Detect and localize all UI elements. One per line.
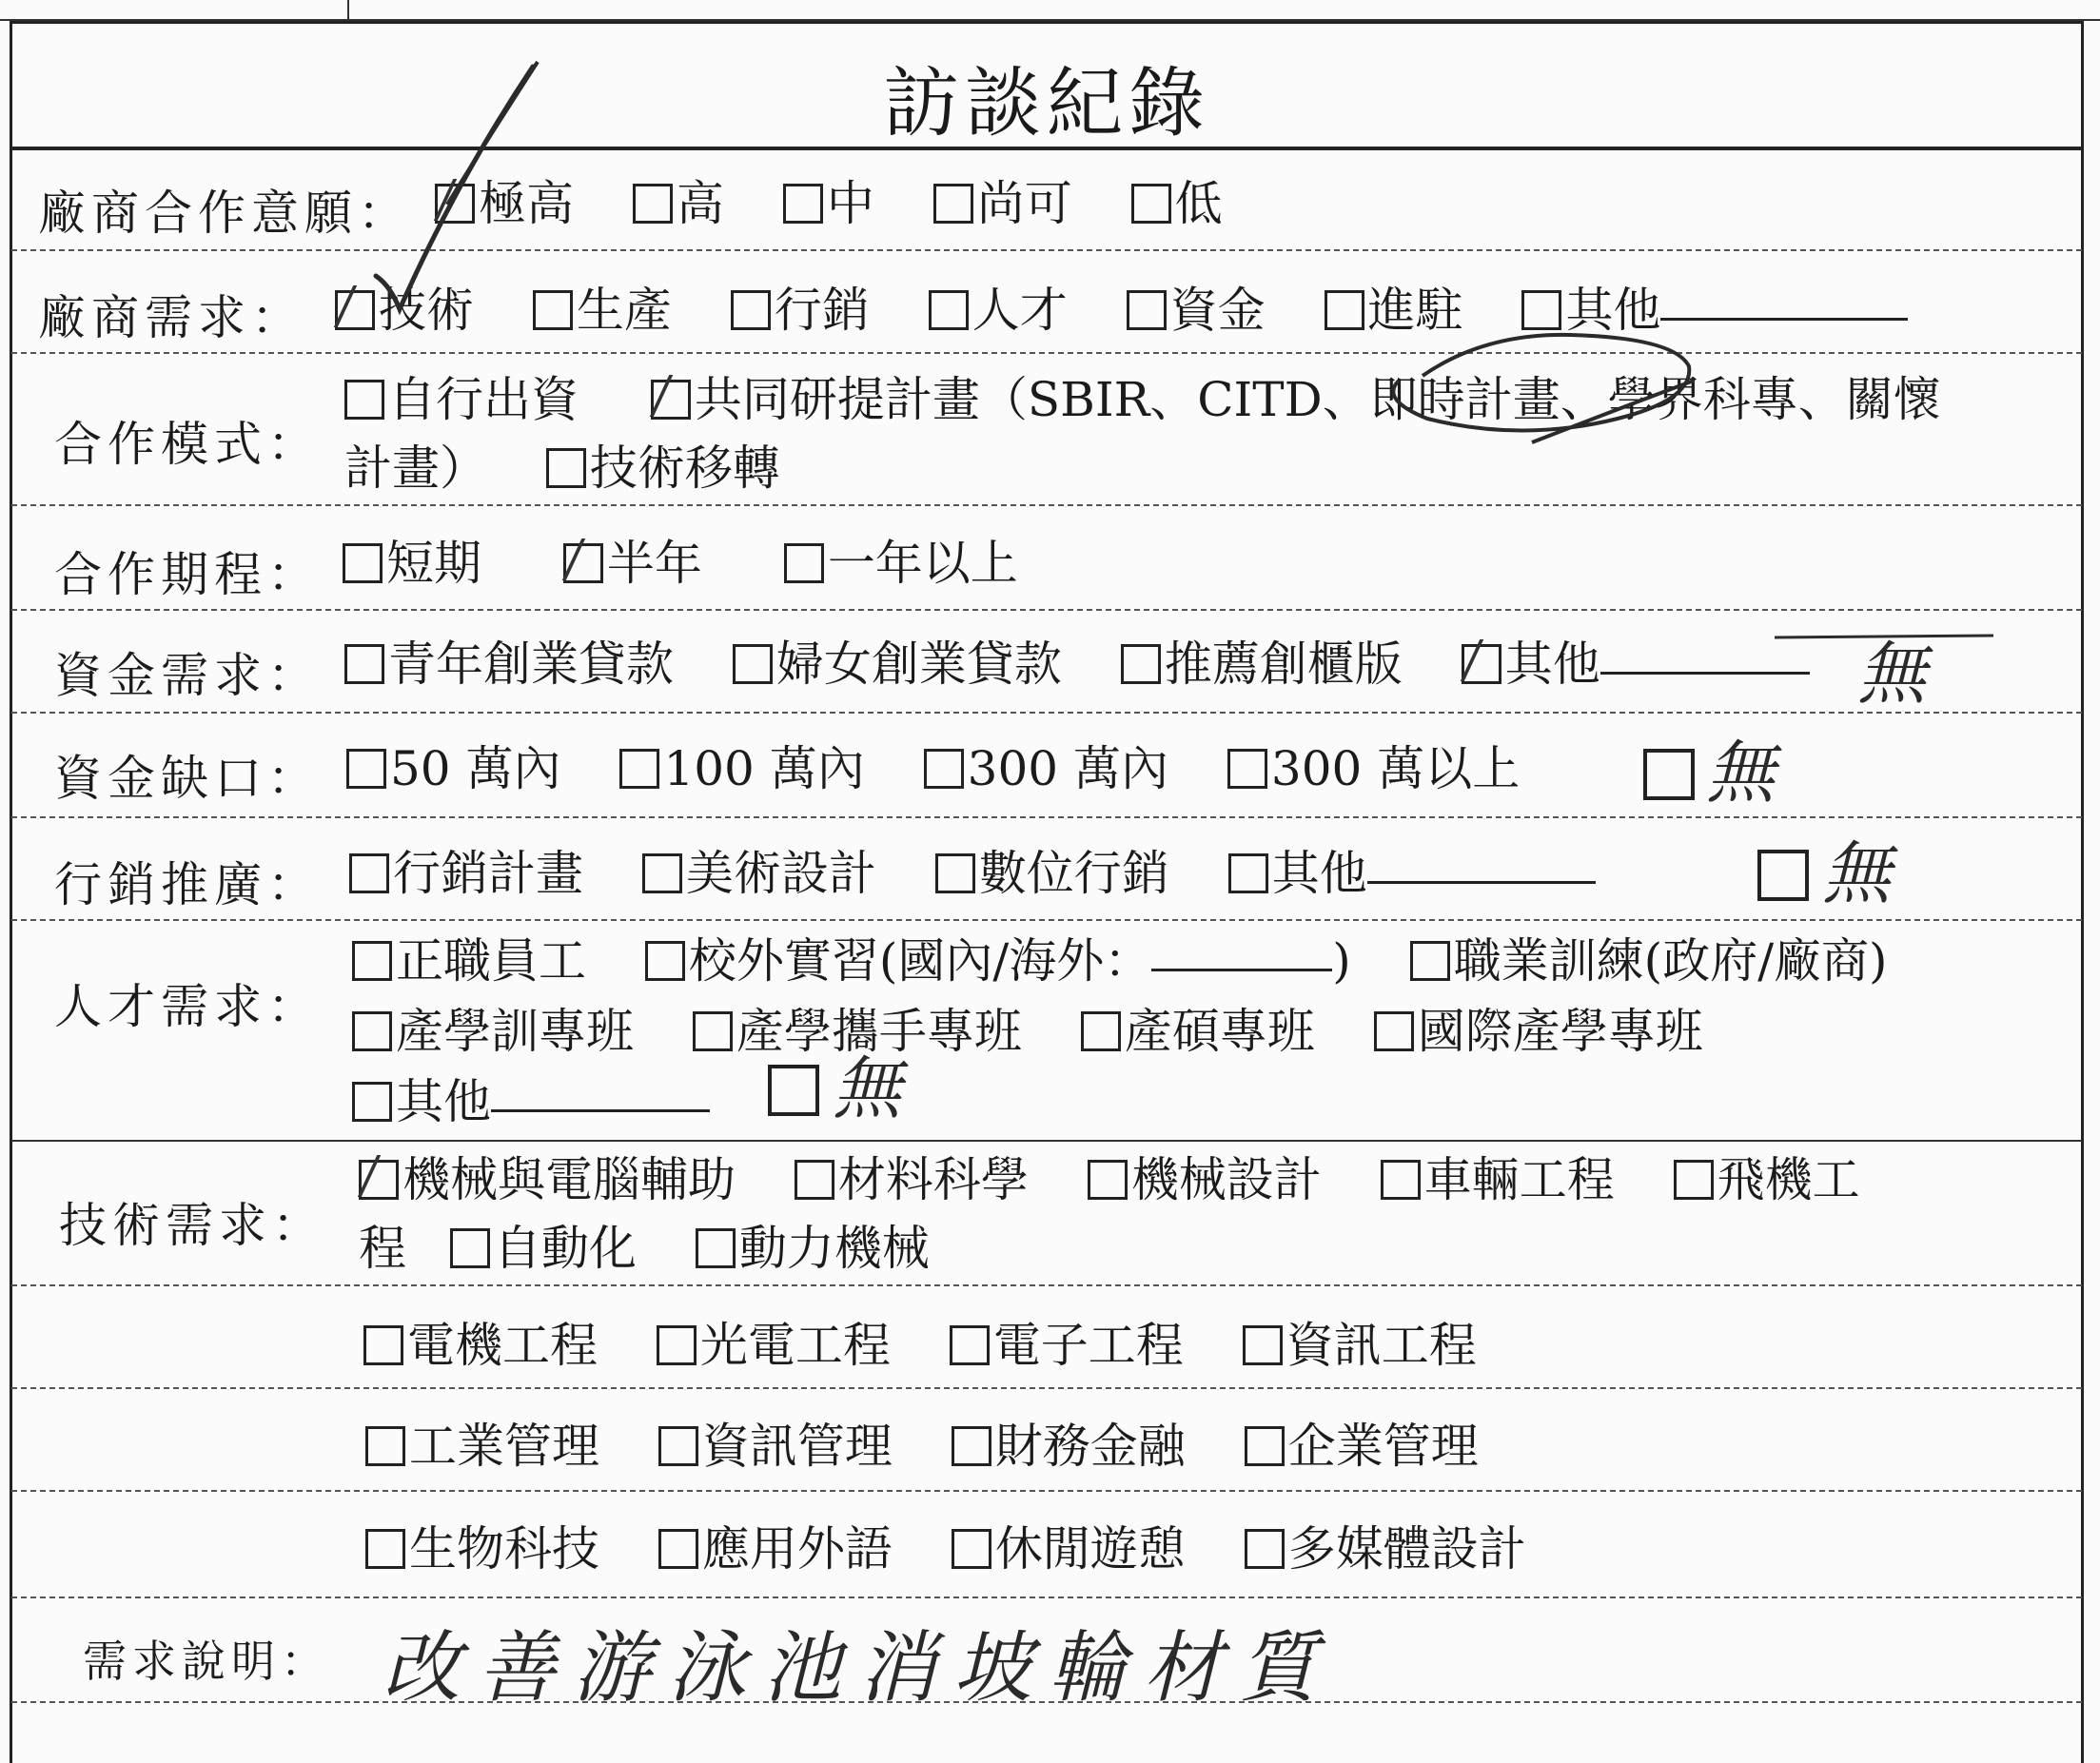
option-label: 自行出資 bbox=[388, 372, 579, 427]
blank-line[interactable] bbox=[1367, 881, 1596, 884]
option-label: 尚可 bbox=[976, 176, 1072, 231]
option-information[interactable] bbox=[1243, 1307, 1477, 1376]
option-label: 美術設計 bbox=[685, 846, 876, 901]
option-automation[interactable] bbox=[450, 1210, 637, 1279]
option-label: 人才 bbox=[971, 283, 1068, 338]
checkbox[interactable] bbox=[546, 448, 586, 488]
option-leisure[interactable] bbox=[952, 1511, 1186, 1579]
option-self-funded[interactable] bbox=[344, 362, 579, 430]
option-production[interactable] bbox=[533, 272, 672, 341]
checkbox[interactable] bbox=[1243, 1325, 1283, 1365]
row-tech bbox=[11, 1142, 2082, 1286]
checkbox[interactable] bbox=[1228, 853, 1268, 893]
checkbox[interactable] bbox=[1521, 290, 1561, 330]
checkbox[interactable] bbox=[952, 1426, 991, 1466]
handwritten-text: 無 bbox=[1822, 833, 1892, 913]
checkbox[interactable] bbox=[731, 290, 771, 330]
option-funding[interactable] bbox=[1127, 272, 1266, 341]
option-label: 電機工程 bbox=[407, 1318, 598, 1373]
checkbox[interactable] bbox=[365, 1529, 405, 1569]
checkbox-checked[interactable] bbox=[435, 184, 475, 224]
option-biotech[interactable] bbox=[365, 1511, 599, 1579]
option-label: 資訊管理 bbox=[701, 1419, 893, 1474]
label-needs: 廠商需求： bbox=[38, 290, 304, 345]
checkbox[interactable] bbox=[633, 184, 673, 224]
checkbox-checked[interactable] bbox=[1462, 644, 1501, 684]
option-other[interactable] bbox=[1228, 835, 1596, 904]
handwritten-box bbox=[768, 1065, 819, 1116]
option-plan-end bbox=[344, 430, 487, 499]
option-label: 企業管理 bbox=[1287, 1419, 1479, 1474]
option-vocational-training[interactable] bbox=[1410, 923, 1888, 991]
checkbox[interactable] bbox=[733, 644, 773, 684]
checkbox[interactable] bbox=[344, 380, 384, 420]
option-label: 程 bbox=[359, 1221, 406, 1276]
option-internship[interactable] bbox=[645, 923, 1351, 991]
checkbox[interactable] bbox=[1131, 184, 1171, 224]
option-aircraft-cont bbox=[359, 1210, 406, 1279]
option-label: 婦女創業貸款 bbox=[775, 637, 1062, 692]
option-medium[interactable] bbox=[783, 166, 874, 234]
option-industry-training-class[interactable] bbox=[352, 993, 634, 1062]
option-fair[interactable] bbox=[933, 166, 1072, 234]
option-label: 中 bbox=[826, 176, 874, 231]
checkbox[interactable] bbox=[343, 543, 383, 583]
checkbox[interactable] bbox=[365, 1426, 405, 1466]
checkbox[interactable] bbox=[344, 644, 384, 684]
option-info-mgmt[interactable] bbox=[658, 1408, 893, 1477]
checkbox[interactable] bbox=[658, 1426, 698, 1466]
options-tech-3 bbox=[365, 1408, 2072, 1477]
row-talent bbox=[11, 921, 2082, 1142]
checkbox[interactable] bbox=[1674, 1160, 1714, 1200]
row-description bbox=[11, 1598, 2082, 1714]
option-label: 推薦創櫃版 bbox=[1164, 637, 1403, 692]
option-label: ) bbox=[1332, 933, 1351, 989]
handwritten-text: 無 bbox=[833, 1048, 902, 1128]
checkbox[interactable] bbox=[450, 1228, 490, 1268]
option-high[interactable] bbox=[633, 166, 724, 234]
label-tech: 技術需求： bbox=[59, 1198, 325, 1253]
blank-line[interactable] bbox=[1660, 318, 1908, 321]
option-full-time[interactable] bbox=[352, 923, 586, 991]
option-mechanical-computer[interactable] bbox=[359, 1142, 736, 1210]
option-label: 行銷計畫 bbox=[393, 846, 583, 901]
option-applied-languages[interactable] bbox=[658, 1511, 893, 1579]
option-label: 資金 bbox=[1169, 283, 1266, 338]
option-label: 職業訓練(政府/廠商) bbox=[1453, 933, 1888, 989]
label-period: 合作期程： bbox=[54, 547, 321, 602]
option-under-50[interactable] bbox=[346, 731, 561, 799]
checkbox-checked[interactable] bbox=[651, 380, 691, 420]
handwritten-none bbox=[1643, 717, 1775, 816]
option-aircraft[interactable] bbox=[1674, 1142, 1860, 1210]
option-women-loan[interactable] bbox=[733, 626, 1062, 695]
option-label: 休閒遊憩 bbox=[994, 1521, 1186, 1577]
option-label: 其他 bbox=[1271, 846, 1367, 901]
option-label: 生產 bbox=[576, 283, 672, 338]
option-label: 產碩專班 bbox=[1124, 1004, 1315, 1059]
option-label: 國際產學專班 bbox=[1417, 1004, 1703, 1059]
option-label: 材料科學 bbox=[837, 1152, 1029, 1207]
label-talent: 人才需求： bbox=[54, 979, 321, 1034]
options-fund-gap bbox=[346, 731, 2072, 799]
checkbox[interactable] bbox=[1325, 290, 1364, 330]
option-label: 極高 bbox=[479, 176, 574, 231]
checkbox[interactable] bbox=[784, 543, 824, 583]
option-art-design[interactable] bbox=[642, 835, 876, 904]
option-label: 多媒體設計 bbox=[1287, 1521, 1526, 1577]
scan-tick bbox=[347, 0, 349, 19]
checkbox[interactable] bbox=[1410, 941, 1450, 981]
option-label: 300 萬以上 bbox=[1270, 741, 1521, 796]
option-label: 其他 bbox=[1504, 637, 1600, 692]
checkbox[interactable] bbox=[935, 853, 975, 893]
option-international[interactable] bbox=[1374, 993, 1703, 1062]
checkbox[interactable] bbox=[1127, 290, 1167, 330]
checkbox[interactable] bbox=[950, 1325, 990, 1365]
option-label: 正職員工 bbox=[396, 933, 586, 989]
option-mechanical-design[interactable] bbox=[1088, 1142, 1322, 1210]
checkbox[interactable] bbox=[1121, 644, 1161, 684]
option-settle[interactable] bbox=[1325, 272, 1463, 341]
label-marketing: 行銷推廣： bbox=[54, 857, 321, 912]
option-digital-marketing[interactable] bbox=[935, 835, 1169, 904]
label-fund-need: 資金需求： bbox=[54, 648, 321, 703]
option-youth-loan[interactable] bbox=[344, 626, 674, 695]
handwritten-none bbox=[768, 1033, 901, 1132]
checkbox[interactable] bbox=[696, 1228, 736, 1268]
checkbox[interactable] bbox=[619, 749, 659, 789]
checkbox[interactable] bbox=[1227, 749, 1267, 789]
option-tech[interactable] bbox=[335, 272, 474, 341]
option-label: 進駐 bbox=[1367, 283, 1463, 338]
checkbox[interactable] bbox=[352, 941, 392, 981]
row-needs bbox=[11, 251, 2082, 354]
row-fund-need bbox=[11, 611, 2082, 714]
checkbox-checked[interactable] bbox=[563, 543, 603, 583]
handwritten-none bbox=[1757, 818, 1891, 917]
checkbox[interactable] bbox=[349, 853, 389, 893]
label-description: 需求說明： bbox=[83, 1636, 330, 1687]
checkbox[interactable] bbox=[1088, 1160, 1128, 1200]
option-label: 計畫） bbox=[344, 441, 487, 496]
option-over-300[interactable] bbox=[1227, 731, 1520, 799]
option-label: 共同研提計畫（SBIR、CITD、即時計畫、學界科專、關懷 bbox=[694, 372, 1941, 427]
option-label: 300 萬內 bbox=[967, 741, 1168, 796]
option-label: 產學攜手專班 bbox=[736, 1004, 1022, 1059]
option-label: 技術移轉 bbox=[589, 441, 780, 496]
checkbox[interactable] bbox=[1381, 1160, 1421, 1200]
option-label: 車輛工程 bbox=[1423, 1152, 1615, 1207]
checkbox[interactable] bbox=[645, 941, 685, 981]
option-power-machinery[interactable] bbox=[696, 1210, 930, 1279]
row-tech-3 bbox=[11, 1389, 2082, 1492]
option-label: 青年創業貸款 bbox=[388, 637, 674, 692]
option-industrial-mgmt[interactable] bbox=[365, 1408, 599, 1477]
option-multimedia[interactable] bbox=[1245, 1511, 1526, 1579]
handwritten-text: 無 bbox=[1706, 733, 1776, 813]
row-cooperation bbox=[11, 147, 2082, 251]
option-label: 其他 bbox=[1565, 283, 1661, 338]
option-marketing-plan[interactable] bbox=[349, 835, 583, 904]
option-business-mgmt[interactable] bbox=[1245, 1408, 1479, 1477]
option-label: 應用外語 bbox=[701, 1521, 893, 1577]
checkbox[interactable] bbox=[363, 1325, 403, 1365]
option-label: 半年 bbox=[606, 536, 702, 591]
option-vehicle[interactable] bbox=[1381, 1142, 1615, 1210]
checkbox[interactable] bbox=[352, 1082, 392, 1122]
option-label: 數位行銷 bbox=[978, 846, 1169, 901]
checkbox[interactable] bbox=[1245, 1426, 1285, 1466]
checkbox[interactable] bbox=[642, 853, 682, 893]
checkbox-checked[interactable] bbox=[335, 290, 375, 330]
checkbox-checked[interactable] bbox=[359, 1160, 399, 1200]
handwritten-none: 無 bbox=[1857, 634, 1927, 714]
option-label: 產學訓專班 bbox=[396, 1004, 634, 1059]
options-fund-need bbox=[344, 626, 2072, 695]
label-fund-gap: 資金缺口： bbox=[54, 751, 321, 806]
option-tech-transfer[interactable] bbox=[546, 430, 780, 499]
checkbox[interactable] bbox=[693, 1011, 733, 1051]
option-label: 光電工程 bbox=[699, 1318, 891, 1373]
option-label: 技術 bbox=[379, 283, 474, 338]
option-label: 短期 bbox=[386, 536, 481, 591]
option-over-year[interactable] bbox=[784, 525, 1018, 594]
option-optoelectronics[interactable] bbox=[657, 1307, 891, 1376]
checkbox[interactable] bbox=[952, 1529, 991, 1569]
option-label: 其他 bbox=[396, 1074, 491, 1129]
option-low[interactable] bbox=[1131, 166, 1223, 234]
option-label: 生物科技 bbox=[409, 1521, 599, 1577]
options-period bbox=[343, 525, 2072, 594]
row-period bbox=[11, 506, 2082, 611]
checkbox[interactable] bbox=[1081, 1011, 1121, 1051]
option-under-100[interactable] bbox=[619, 731, 864, 799]
option-label: 行銷 bbox=[774, 283, 870, 338]
option-label: 動力機械 bbox=[738, 1221, 930, 1276]
option-other[interactable] bbox=[352, 1064, 710, 1132]
option-label: 100 萬內 bbox=[663, 741, 865, 796]
option-materials[interactable] bbox=[795, 1142, 1029, 1210]
option-label: 自動化 bbox=[493, 1221, 637, 1276]
row-marketing bbox=[11, 818, 2082, 921]
handwritten-description: 改善游泳池消坡輪材質 bbox=[383, 1623, 1334, 1714]
option-joint-proposal[interactable] bbox=[651, 362, 1941, 430]
checkbox[interactable] bbox=[346, 749, 386, 789]
option-electronics[interactable] bbox=[950, 1307, 1184, 1376]
checkbox[interactable] bbox=[1245, 1529, 1285, 1569]
option-finance[interactable] bbox=[952, 1408, 1186, 1477]
row-fund-gap bbox=[11, 714, 2082, 818]
form-title: 訪談紀錄 bbox=[883, 59, 1210, 147]
row-tech-2 bbox=[11, 1286, 2082, 1389]
option-label: 機械設計 bbox=[1130, 1152, 1322, 1207]
option-label: 高 bbox=[676, 176, 724, 231]
option-label: 50 萬內 bbox=[390, 741, 561, 796]
option-gisa[interactable] bbox=[1121, 626, 1403, 695]
option-label: 一年以上 bbox=[827, 536, 1018, 591]
row-mode bbox=[11, 354, 2082, 506]
checkbox[interactable] bbox=[924, 749, 964, 789]
options-needs bbox=[335, 272, 2072, 341]
checkbox[interactable] bbox=[533, 290, 573, 330]
scan-top-edge bbox=[0, 0, 2100, 21]
option-label: 校外實習(國內/海外： bbox=[688, 933, 1152, 989]
blank-line[interactable] bbox=[1151, 969, 1332, 971]
checkbox[interactable] bbox=[795, 1160, 834, 1200]
option-label: 資訊工程 bbox=[1286, 1318, 1477, 1373]
checkbox[interactable] bbox=[1374, 1011, 1414, 1051]
checkbox[interactable] bbox=[657, 1325, 697, 1365]
option-marketing[interactable] bbox=[731, 272, 870, 341]
checkbox[interactable] bbox=[933, 184, 973, 224]
checkbox[interactable] bbox=[352, 1011, 392, 1051]
blank-line[interactable] bbox=[491, 1109, 710, 1112]
option-other[interactable] bbox=[1521, 272, 1908, 341]
option-label: 機械與電腦輔助 bbox=[402, 1152, 736, 1207]
row-tech-4 bbox=[11, 1492, 2082, 1598]
option-label: 低 bbox=[1174, 176, 1223, 231]
options-tech-2 bbox=[363, 1307, 2072, 1376]
option-label: 財務金融 bbox=[994, 1419, 1186, 1474]
title-row bbox=[11, 23, 2082, 150]
handwritten-box bbox=[1643, 749, 1695, 800]
label-cooperation: 廠商合作意願： bbox=[38, 186, 411, 241]
blank-line[interactable] bbox=[1600, 672, 1810, 675]
option-other[interactable] bbox=[1462, 626, 1810, 695]
option-label: 飛機工 bbox=[1717, 1152, 1860, 1207]
option-label: 工業管理 bbox=[409, 1419, 599, 1474]
handwritten-box bbox=[1757, 850, 1809, 901]
option-half-year[interactable] bbox=[563, 525, 702, 594]
option-industry-master[interactable] bbox=[1081, 993, 1315, 1062]
option-under-300[interactable] bbox=[924, 731, 1168, 799]
checkbox[interactable] bbox=[783, 184, 823, 224]
option-electrical[interactable] bbox=[363, 1307, 598, 1376]
option-label: 電子工程 bbox=[992, 1318, 1184, 1373]
checkbox[interactable] bbox=[929, 290, 969, 330]
options-tech-4 bbox=[365, 1511, 2072, 1579]
option-short[interactable] bbox=[343, 525, 481, 594]
option-talent[interactable] bbox=[929, 272, 1068, 341]
options-cooperation bbox=[435, 166, 2072, 234]
checkbox[interactable] bbox=[658, 1529, 698, 1569]
label-mode: 合作模式： bbox=[54, 417, 321, 472]
option-very-high[interactable] bbox=[435, 166, 574, 234]
